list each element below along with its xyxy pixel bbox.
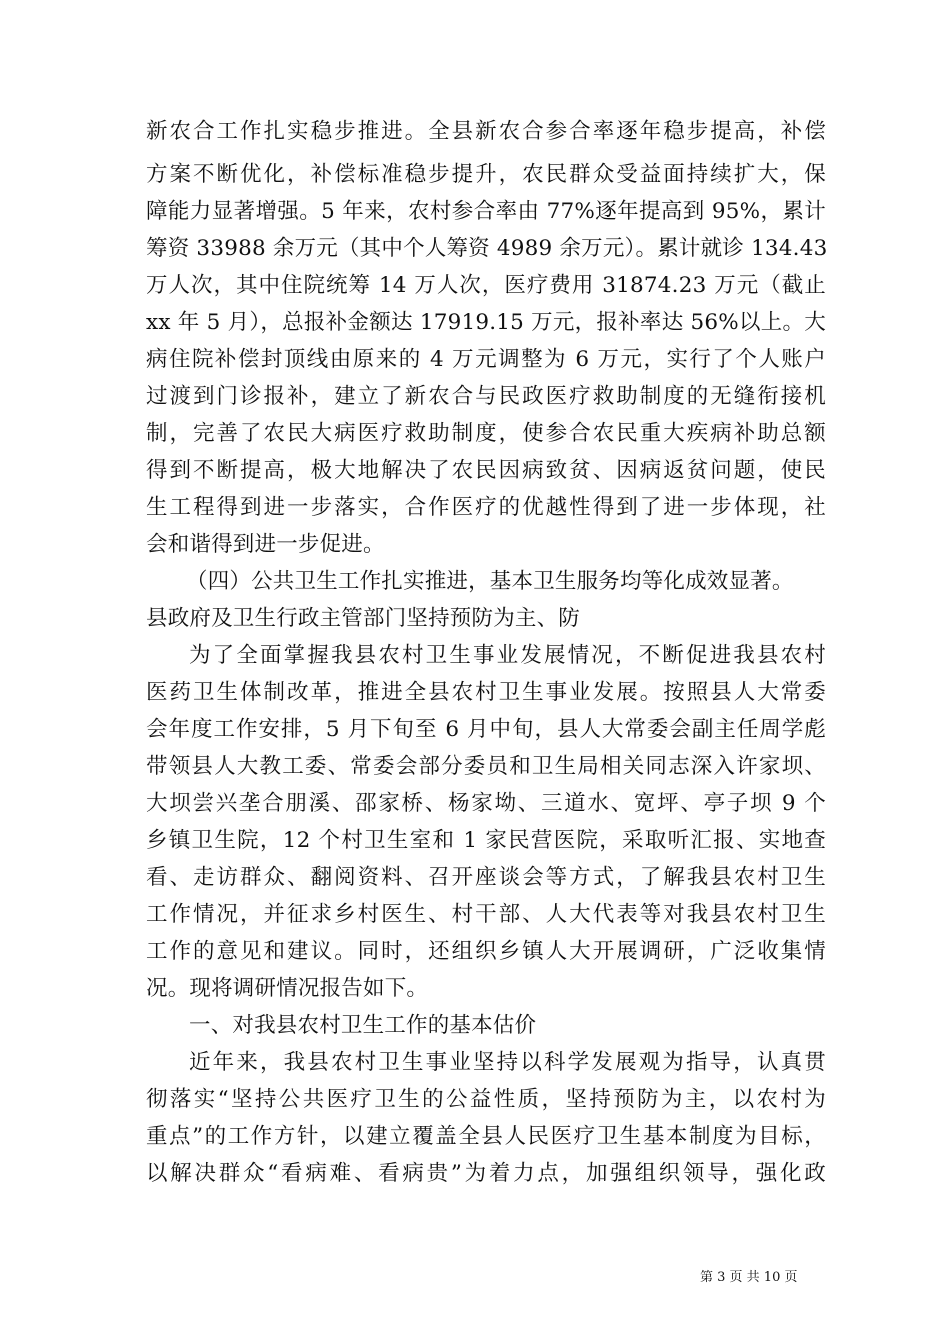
paragraph-line: 会和谐得到进一步促进。 (146, 532, 385, 557)
paragraph-line: 乡镇卫生院，12 个村卫生室和 1 家民营医院，采取听汇报、实地查 (146, 828, 826, 853)
paragraph-line: 筹资 33988 余万元（其中个人筹资 4989 余万元）。累计就诊 134.43 (146, 236, 828, 261)
paragraph-line: 障能力显著增强。5 年来，农村参合率由 77%逐年提高到 95%，累计 (146, 199, 826, 224)
paragraph-line: 方案不断优化，补偿标准稳步提升，农民群众受益面持续扩大，保 (146, 162, 826, 187)
paragraph-line: xx 年 5 月），总报补金额达 17919.15 万元，报补率达 56%以上。大 (146, 310, 826, 335)
paragraph-line: 况。现将调研情况报告如下。 (146, 976, 429, 1001)
paragraph-line: 工作的意见和建议。同时，还组织乡镇人大开展调研，广泛收集情 (146, 939, 826, 964)
section-heading-4: （四）公共卫生工作扎实推进，基本卫生服务均等化成效显著。 (186, 569, 794, 594)
paragraph-line: 看、走访群众、翻阅资料、召开座谈会等方式，了解我县农村卫生 (146, 865, 826, 890)
paragraph-line: 万人次，其中住院统筹 14 万人次，医疗费用 31874.23 万元（截止 (146, 273, 826, 298)
paragraph-line: 为了全面掌握我县农村卫生事业发展情况，不断促进我县农村 (189, 643, 826, 668)
paragraph-line: 新农合工作扎实稳步推进。全县新农合参合率逐年稳步提高，补偿 (146, 119, 826, 144)
paragraph-line: 得到不断提高，极大地解决了农民因病致贫、因病返贫问题，使民 (146, 458, 826, 483)
paragraph-line: 以解决群众“看病难、看病贵”为着力点，加强组织领导，强化政 (146, 1161, 826, 1186)
paragraph-line: 大坝尝兴垄合朋溪、邵家桥、杨家坳、三道水、宽坪、亭子坝 9 个 (146, 791, 826, 816)
paragraph-line: 重点”的工作方针，以建立覆盖全县人民医疗卫生基本制度为目标， (146, 1124, 826, 1149)
paragraph-line: 工作情况，并征求乡村医生、村干部、人大代表等对我县农村卫生 (146, 902, 826, 927)
paragraph-line: 过渡到门诊报补，建立了新农合与民政医疗救助制度的无缝衔接机 (146, 384, 826, 409)
paragraph-line: 近年来，我县农村卫生事业坚持以科学发展观为指导，认真贯 (189, 1050, 826, 1075)
paragraph-line: 病住院补偿封顶线由原来的 4 万元调整为 6 万元，实行了个人账户 (146, 347, 826, 372)
paragraph-line: 彻落实“坚持公共医疗卫生的公益性质，坚持预防为主，以农村为 (146, 1087, 826, 1112)
paragraph-line: 医药卫生体制改革，推进全县农村卫生事业发展。按照县人大常委 (146, 680, 826, 705)
paragraph-line: 生工程得到进一步落实，合作医疗的优越性得到了进一步体现，社 (146, 495, 826, 520)
page-number: 第 3 页 共 10 页 (700, 1270, 798, 1285)
section-heading-1: 一、对我县农村卫生工作的基本估价 (189, 1013, 537, 1038)
paragraph-line: 制，完善了农民大病医疗救助制度，使参合农民重大疾病补助总额 (146, 421, 826, 446)
paragraph-line: 县政府及卫生行政主管部门坚持预防为主、防 (146, 606, 581, 631)
paragraph-line: 带领县人大教工委、常委会部分委员和卫生局相关同志深入许家坝、 (146, 754, 826, 779)
paragraph-line: 会年度工作安排，5 月下旬至 6 月中旬，县人大常委会副主任周学彪 (146, 717, 826, 742)
